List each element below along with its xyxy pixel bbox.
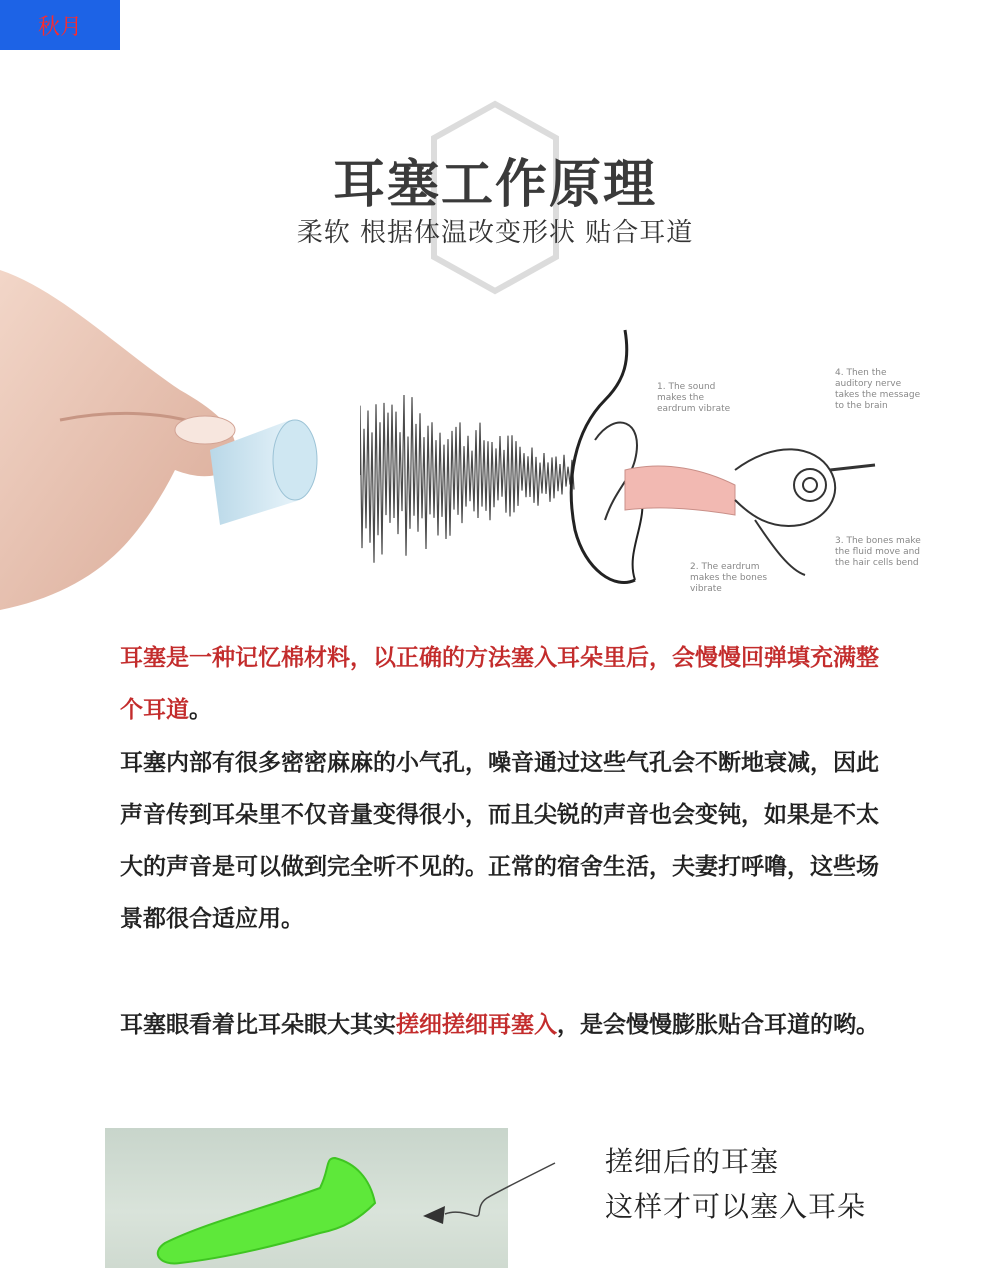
paragraph-1-highlight-2: 填充满整个耳道 bbox=[120, 645, 879, 723]
hand-holding-earplug-image bbox=[0, 270, 340, 615]
page-subtitle: 柔软 根据体温改变形状 贴合耳道 bbox=[296, 218, 694, 248]
paragraph-3-highlight: 搓细搓细再塞入 bbox=[396, 1012, 557, 1038]
paragraph-1 bbox=[120, 632, 900, 736]
paragraph-2: 耳塞内部有很多密密麻麻的小气孔，噪音通过这些气孔会不断地衰减，因此声音传到耳朵里不仅音量变得很小，而且尖锐的声音也会变钝，如果是不太大的声音是可以做到完全听不见的。正常的宿舍生活，夫妻打呼噜，这些场景都很合适应用。 bbox=[120, 750, 879, 932]
diagram-note-1: 1. The sound makes the eardrum vibrate bbox=[657, 382, 731, 414]
paragraph-3-pre: 耳塞眼看着比耳朵眼大其实 bbox=[120, 1012, 396, 1038]
paragraph-1-tail: 。 bbox=[189, 697, 212, 723]
caption-line-1: 搓细后的耳塞 bbox=[605, 1145, 780, 1178]
sound-wave-path bbox=[360, 395, 574, 563]
caption-line-2: 这样才可以塞入耳朵 bbox=[605, 1190, 867, 1223]
corner-tag-label: 秋月 bbox=[37, 14, 82, 40]
pointer-arrow-icon bbox=[415, 1158, 565, 1228]
diagram-note-2: 2. The eardrum makes the bones vibrate bbox=[690, 562, 768, 594]
paragraph-3 bbox=[120, 999, 900, 1051]
diagram-note-3: 3. The bones make the fluid move and the hair cells bend bbox=[835, 536, 921, 568]
page-title: 耳塞工作原理 bbox=[332, 155, 657, 215]
diagram-note-4: 4. Then the auditory nerve takes the message to the brain bbox=[835, 368, 921, 411]
sound-wave-icon bbox=[360, 370, 580, 580]
corner-tag bbox=[0, 0, 120, 50]
paragraph-3-post: ，是会慢慢膨胀贴合耳道的哟。 bbox=[557, 1012, 879, 1038]
paragraph-1-highlight: 耳塞是一种记忆棉材料，以正确的方法塞入耳朵里后，会慢慢回弹 bbox=[120, 645, 787, 671]
